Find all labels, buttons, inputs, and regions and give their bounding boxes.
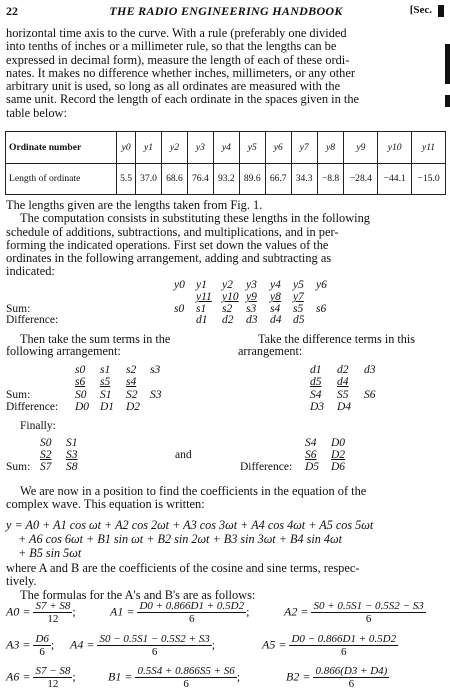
scan-edge — [445, 95, 450, 107]
scheme-cell: y7 — [293, 291, 304, 303]
text-line: where A and B are the coefficients of the cosine and sine terms, respec- — [6, 561, 360, 575]
formula-denominator: 6 — [189, 613, 195, 625]
text-line: ordinates in the following arrangement, adding and subtracting as — [6, 251, 332, 266]
text-line: The lengths given are the lengths taken from Fig. 1. — [6, 198, 263, 212]
sum-label: Sum: — [6, 461, 31, 473]
difference-arrangement-text: arrangement: — [238, 344, 303, 358]
formula-denominator: 6 — [183, 678, 189, 690]
table-header: y10 — [378, 132, 412, 164]
text-line: forming the indicated operations. First set down the values of the — [6, 237, 329, 252]
arrangement-cell: S3 — [150, 389, 162, 401]
table-cell: 89.6 — [239, 163, 265, 195]
table-header: y3 — [187, 132, 213, 164]
arrangement-cell: D1 — [100, 401, 115, 413]
formula-numerator: D0 − 0.866D1 + 0.5D2 — [291, 633, 397, 645]
formula-lhs: A1 = — [110, 604, 135, 619]
sum-label: Sum: — [6, 303, 31, 315]
table-cell: 66.7 — [265, 163, 291, 195]
arrangement-cell: D4 — [337, 401, 352, 413]
scheme-cell: y1 — [196, 279, 207, 291]
text-line: tively. — [6, 574, 37, 589]
formula-numerator: S0 + 0.5S1 − 0.5S2 − S3 — [313, 600, 424, 612]
scheme-cell: y8 — [270, 291, 281, 303]
equation-line: + A6 cos 6ωt + B1 sin ωt + B2 sin 2ωt + B3 sin 3ωt + B4 sin 4ωt — [18, 532, 342, 546]
arrangement-cell: s3 — [150, 364, 161, 376]
scheme-cell: y0 — [174, 279, 185, 291]
table-header: y6 — [265, 132, 291, 164]
scheme-cell: s2 — [222, 303, 233, 315]
formula-denominator: 12 — [47, 613, 59, 625]
formula-a4: A4 = $\frac{S0 - 0.5S1 - 0.5S2 + S3}{6}$ ; — [70, 633, 216, 658]
text-line: We are now in a position to find the coefficients in the equation of the — [20, 484, 367, 498]
scheme-cell: s0 — [174, 303, 185, 315]
equation-line: + B5 sin 5ωt — [18, 546, 82, 560]
formula-denominator: 6 — [341, 646, 347, 658]
final-cell: D5 — [305, 461, 320, 473]
edge-mark — [438, 5, 444, 17]
scheme-cell: y2 — [222, 279, 233, 291]
page-header — [6, 4, 446, 20]
formula-a5 — [262, 633, 398, 658]
scheme-cell: d3 — [246, 314, 258, 326]
row-label: Length of ordinate — [6, 163, 117, 195]
table-header: y11 — [412, 132, 446, 164]
table-cell: 34.3 — [291, 163, 317, 195]
computation-paragraph — [6, 199, 444, 279]
formula-lhs: B1 = — [108, 669, 133, 684]
formula-denominator: 6 — [365, 613, 372, 625]
text-line: The computation consists in substituting these lengths in the following — [20, 211, 371, 226]
formula-lhs: A5 = — [262, 637, 287, 652]
text-line: complex wave. This equation is written: — [6, 497, 205, 512]
arrangement-cell: s4 — [126, 376, 137, 388]
arrangement-cell: d4 — [337, 376, 349, 388]
coefficients-paragraph — [6, 562, 444, 602]
finally-label: Finally: — [20, 420, 56, 432]
formula-numerator: 0.5S4 + 0.866S5 + S6 — [137, 665, 235, 677]
formula-numerator: D6 — [35, 633, 49, 645]
scheme-cell: d1 — [196, 314, 208, 326]
table-cell: −8.8 — [317, 163, 344, 195]
scheme-cell: s1 — [196, 303, 207, 315]
scheme-cell: s6 — [316, 303, 327, 315]
text-line: into tenths of inches or a millimeter rule, so that the lengths can be — [6, 39, 337, 54]
table-row — [6, 163, 446, 195]
formula-lhs: A0 = — [6, 604, 31, 619]
scheme-cell: y5 — [293, 279, 304, 291]
scheme-cell: d4 — [270, 314, 282, 326]
formula-a6: A6 = $\frac{S7 - S8}{12}$ ; — [6, 665, 76, 690]
arrangement-cell: s1 — [100, 364, 111, 376]
scheme-cell: s3 — [246, 303, 257, 315]
difference-label: Difference: — [240, 461, 293, 473]
arrangement-cell: s2 — [126, 364, 137, 376]
difference-label: Difference: — [6, 401, 59, 413]
scheme-cell: y6 — [316, 279, 327, 291]
section-marker: [Sec. — [409, 4, 432, 16]
table-cell: 68.6 — [162, 163, 188, 195]
table-cell: 5.5 — [117, 163, 136, 195]
formula-lhs: B2 = — [286, 669, 311, 684]
arrangement-cell: s5 — [100, 376, 111, 388]
formula-numerator: S0 − 0.5S1 − 0.5S2 + S3 — [99, 633, 210, 645]
arrangement-cell: d1 — [310, 364, 322, 376]
scheme-cell: s4 — [270, 303, 281, 315]
arrangement-cell: S4 — [310, 389, 322, 401]
text-line: expressed in decimal form), measure the length of each of these ordi- — [6, 52, 350, 67]
sum-arrangement-text: Then take the sum terms in the — [20, 332, 171, 346]
scheme-cell: y3 — [246, 279, 257, 291]
sum-arrangement-text: following arrangement: — [6, 344, 121, 358]
difference-label: Difference: — [6, 314, 59, 326]
arrangement-cell: d2 — [337, 364, 349, 376]
final-cell: D0 — [331, 437, 346, 449]
arrangement-cell: S0 — [75, 389, 87, 401]
formula-lhs: A4 = — [70, 637, 95, 652]
text-line: same unit. Record the length of each ordinate in the spaces given in the — [6, 92, 360, 107]
table-header: y5 — [239, 132, 265, 164]
formula-b2 — [286, 665, 389, 690]
final-cell: S1 — [66, 437, 78, 449]
text-line: indicated: — [6, 264, 55, 279]
formula-a2 — [284, 600, 426, 625]
formula-denominator: 12 — [47, 678, 59, 690]
arrangement-cell: s6 — [75, 376, 86, 388]
table-header: y9 — [344, 132, 378, 164]
final-cell: S7 — [40, 461, 52, 473]
final-cell: S8 — [66, 461, 78, 473]
final-cell: S2 — [40, 449, 52, 461]
text-line: The formulas for the A's and B's are as follows: — [20, 587, 256, 602]
text-line: schedule of additions, subtractions, and multiplications, and in per- — [6, 224, 339, 239]
final-cell: D6 — [331, 461, 346, 473]
final-cell: S4 — [305, 437, 317, 449]
table-cell: 76.4 — [187, 163, 213, 195]
table-row — [6, 132, 446, 164]
difference-arrangement-text: Take the difference terms in this — [258, 332, 415, 346]
arrangement-cell: S5 — [337, 389, 349, 401]
table-header: y1 — [136, 132, 162, 164]
ordinate-table — [5, 131, 446, 195]
arrangement-cell: d5 — [310, 376, 322, 388]
arrangement-cell: S2 — [126, 389, 138, 401]
formula-a3: A3 = $\frac{D6}{6}$ ; — [6, 633, 55, 658]
table-cell: −28.4 — [344, 163, 378, 195]
scheme-cell: s5 — [293, 303, 304, 315]
final-cell: S3 — [66, 449, 78, 461]
arrangement-cell: d3 — [364, 364, 376, 376]
formula-numerator: S7 − S8 — [35, 665, 71, 677]
formula-lhs: A2 = — [284, 604, 309, 619]
table-header: y7 — [291, 132, 317, 164]
formula-numerator: 0.866(D3 + D4) — [315, 665, 388, 677]
formula-numerator: D0 + 0.866D1 + 0.5D2 — [139, 600, 245, 612]
formula-lhs: A3 = — [6, 637, 31, 652]
final-cell: S6 — [305, 449, 317, 461]
sum-label: Sum: — [6, 389, 31, 401]
table-header: y4 — [213, 132, 239, 164]
table-cell: 37.0 — [136, 163, 162, 195]
formula-numerator: S7 + S8 — [35, 600, 71, 612]
arrangement-cell: D0 — [75, 401, 90, 413]
scheme-cell: d2 — [222, 314, 234, 326]
scheme-cell: d5 — [293, 314, 305, 326]
page-number: 22 — [6, 4, 18, 18]
table-header: y0 — [117, 132, 136, 164]
formula-lhs: A6 = — [6, 669, 31, 684]
text-line: arbitrary unit is used, so long as all ordinates are measured with the — [6, 79, 341, 94]
arrangement-cell: D2 — [126, 401, 141, 413]
table-header: y2 — [162, 132, 188, 164]
table-header: y8 — [317, 132, 344, 164]
arrangement-cell: D3 — [310, 401, 325, 413]
text-line: nates. It makes no difference whether inches, millimeters, or any other — [6, 65, 355, 80]
formula-a1: A1 = $\frac{D0 + 0.866D1 + 0.5D2}{6}$ ; — [110, 600, 250, 625]
equation-line: y = A0 + A1 cos ωt + A2 cos 2ωt + A3 cos 3ωt + A4 cos 4ωt + A5 cos 5ωt — [6, 518, 374, 532]
final-cell: D2 — [331, 449, 346, 461]
table-cell: −44.1 — [378, 163, 412, 195]
scan-edge — [445, 44, 450, 84]
formula-denominator: 6 — [348, 678, 355, 690]
formula-b1: B1 = $\frac{0.5S4 + 0.866S5 + S6}{6}$ ; — [108, 665, 241, 690]
text-line: horizontal time axis to the curve. With a rule (preferably one divided — [6, 26, 347, 40]
equation-intro — [6, 485, 444, 512]
arrangement-cell: s0 — [75, 364, 86, 376]
final-cell: S0 — [40, 437, 52, 449]
text-line: table below: — [6, 105, 67, 120]
formula-denominator: 6 — [39, 646, 45, 658]
scheme-cell: y4 — [270, 279, 281, 291]
running-title: THE RADIO ENGINEERING HANDBOOK — [109, 4, 343, 18]
formula-a0: A0 = $\frac{S7 + S8}{12}$ ; — [6, 600, 76, 625]
scheme-cell: y9 — [246, 291, 257, 303]
arrangement-cell: S1 — [100, 389, 112, 401]
formula-denominator: 6 — [151, 646, 158, 658]
and-word: and — [175, 449, 192, 461]
row-label: Ordinate number — [6, 132, 117, 164]
scheme-cell: y10 — [222, 291, 239, 303]
arrangement-cell: S6 — [364, 389, 376, 401]
table-cell: 93.2 — [213, 163, 239, 195]
scheme-cell: y11 — [196, 291, 212, 303]
table-cell: −15.0 — [412, 163, 446, 195]
intro-paragraph — [6, 27, 444, 120]
